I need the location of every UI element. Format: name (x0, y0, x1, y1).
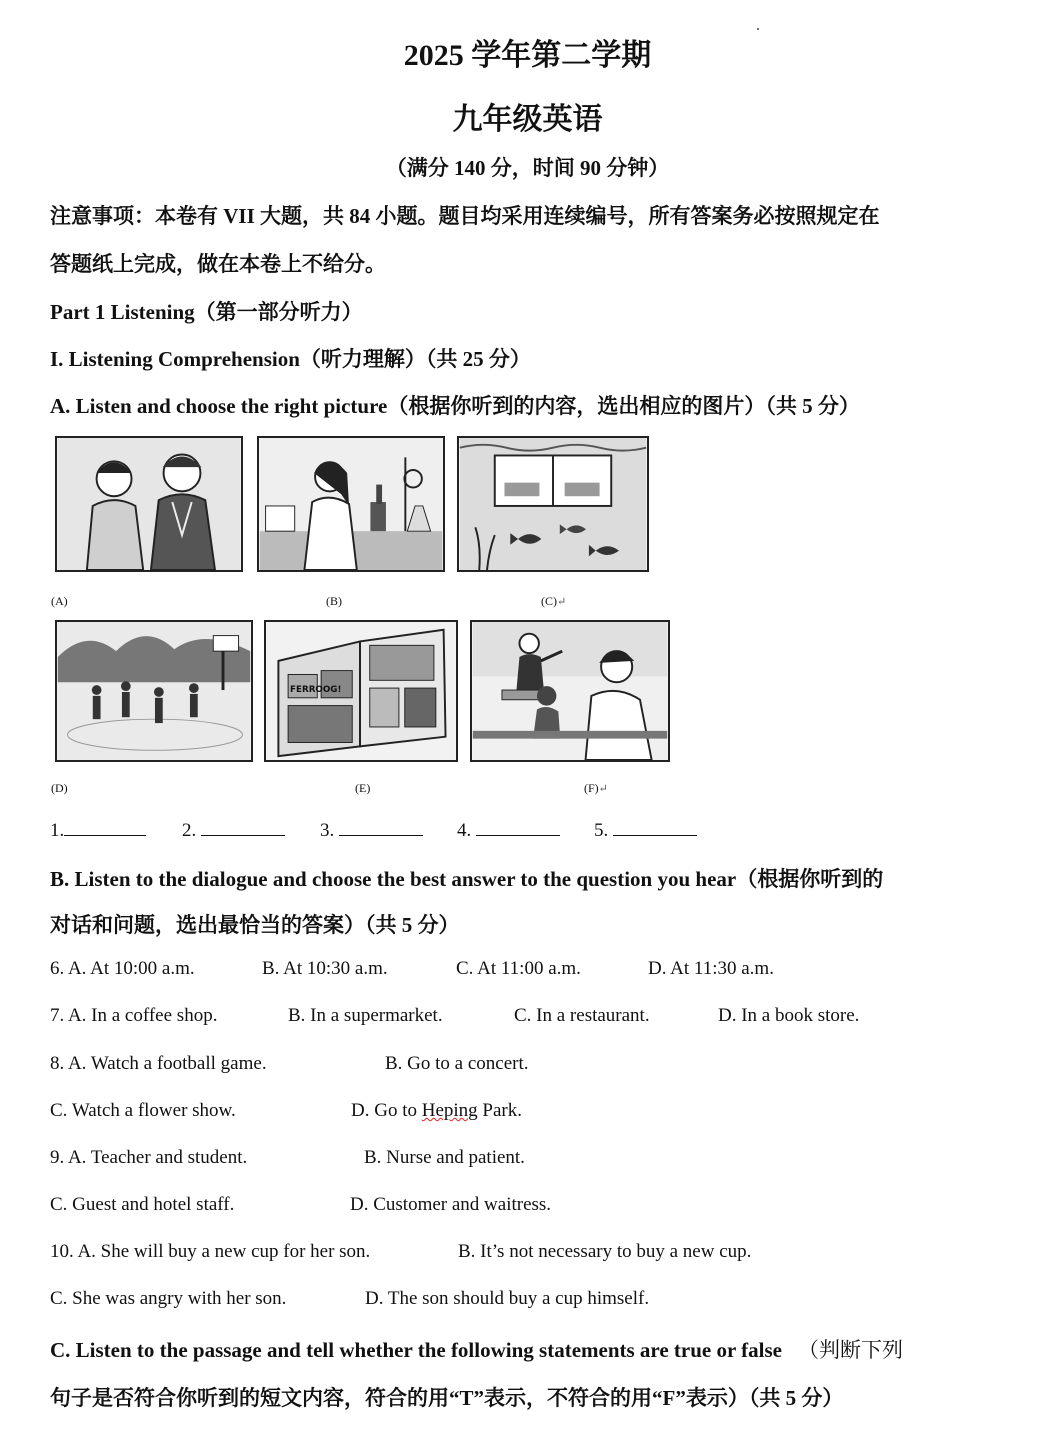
q8-option-c: C. Watch a flower show. (50, 1100, 236, 1121)
section-a-heading: A. Listen and choose the right picture（根据你听到的内容，选出相应的图片）（共 5 分） (50, 394, 860, 418)
section-c-heading-line-1: C. Listen to the passage and tell whether the following statements are true or false （判断下列 (50, 1338, 904, 1362)
notice-line-1: 注意事项：本卷有 VII 大题，共 84 小题。题目均采用连续编号，所有答案务必按照规定在 (50, 204, 880, 228)
return-mark: ↵ (557, 596, 567, 608)
picture-c (457, 436, 649, 572)
return-mark: ↵ (598, 783, 608, 795)
q10-option-c: C. She was angry with her son. (50, 1288, 287, 1309)
q8-option-b: B. Go to a concert. (385, 1053, 529, 1074)
section-i-heading: I. Listening Comprehension（听力理解）（共 25 分） (50, 347, 531, 371)
picture-e-label: (E) (355, 781, 371, 795)
answer-blank-4[interactable]: 4. (457, 818, 560, 842)
q9-option-c: C. Guest and hotel staff. (50, 1194, 235, 1215)
part1-heading: Part 1 Listening（第一部分听力） (50, 300, 363, 324)
speck-mark (757, 28, 759, 30)
kids-playing-basketball-court-icon (57, 622, 251, 760)
q8-option-d: D. Go to Heping Park. (351, 1100, 522, 1121)
spellcheck-word: Heping (421, 1100, 478, 1121)
picture-f-label: (F)↵ (584, 781, 608, 795)
q9-option-a: 9. A. Teacher and student. (50, 1147, 248, 1168)
section-b-heading-line-2: 对话和问题，选出最恰当的答案）（共 5 分） (50, 913, 460, 937)
answer-blank-5[interactable]: 5. (594, 818, 697, 842)
q8-option-a: 8. A. Watch a football game. (50, 1053, 267, 1074)
q7-option-b: B. In a supermarket. (288, 1005, 443, 1026)
q6-option-c: C. At 11:00 a.m. (456, 958, 581, 979)
picture-a-label: (A) (51, 594, 68, 608)
q9-option-d: D. Customer and waitress. (350, 1194, 552, 1215)
picture-d (55, 620, 253, 762)
q7-option-d: D. In a book store. (718, 1005, 860, 1026)
comic-book-icon (266, 622, 456, 760)
answer-blank-3[interactable]: 3. (320, 818, 423, 842)
scientist-laboratory-icon (259, 438, 443, 570)
q10-option-a: 10. A. She will buy a new cup for her son. (50, 1241, 371, 1262)
picture-d-label: (D) (51, 781, 68, 795)
picture-b (257, 436, 445, 572)
q7-option-c: C. In a restaurant. (514, 1005, 650, 1026)
underwater-hotel-fish-icon (459, 438, 647, 570)
q10-option-b: B. It’s not necessary to buy a new cup. (458, 1241, 752, 1262)
q6-option-a: 6. A. At 10:00 a.m. (50, 958, 195, 979)
q6-option-d: D. At 11:30 a.m. (648, 958, 774, 979)
picture-f (470, 620, 670, 762)
picture-e (264, 620, 458, 762)
q6-option-b: B. At 10:30 a.m. (262, 958, 388, 979)
couple-traditional-dress-icon (57, 438, 241, 570)
score-time: （满分 140 分，时间 90 分钟） (385, 156, 670, 180)
exam-title: 2025 学年第二学期 (403, 39, 652, 72)
notice-line-2: 答题纸上完成，做在本卷上不给分。 (50, 252, 386, 276)
answer-blank-1[interactable]: 1. (50, 818, 146, 842)
picture-b-label: (B) (326, 594, 342, 608)
picture-a (55, 436, 243, 572)
picture-c-label: (C)↵ (541, 594, 567, 608)
q10-option-d: D. The son should buy a cup himself. (365, 1288, 650, 1309)
answer-blank-2[interactable]: 2. (182, 818, 285, 842)
q7-option-a: 7. A. In a coffee shop. (50, 1005, 218, 1026)
q9-option-b: B. Nurse and patient. (364, 1147, 525, 1168)
section-c-heading-line-2: 句子是否符合你听到的短文内容，符合的用“T”表示，不符合的用“F”表示）（共 5 分） (50, 1386, 844, 1410)
classroom-teacher-students-icon (472, 622, 668, 760)
exam-subtitle: 九年级英语 (452, 103, 603, 136)
section-b-heading-line-1: B. Listen to the dialogue and choose the best answer to the question you hear（根据你听到的 (50, 867, 884, 891)
svg-text:FERROOG!: FERROOG! (290, 684, 342, 695)
